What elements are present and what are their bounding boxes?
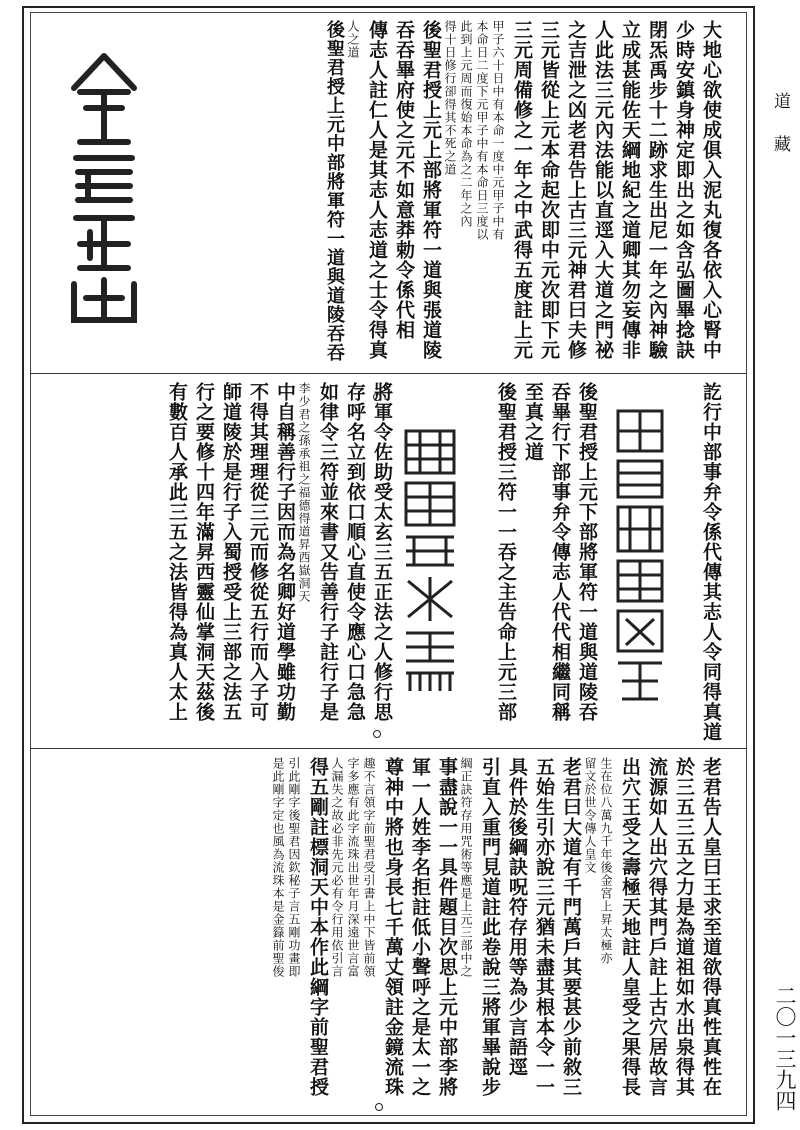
text-column: 吞畢行下部事弁令傳志人代代相繼同稱 [549, 382, 571, 722]
text-column: 後聖君授三符一一吞之主告命上元三部 [495, 382, 517, 722]
text-column: 人漏失之故必非先元必有令行用依引言 [330, 757, 344, 978]
text-column: 後聖君授上元上部將軍符一道與張道陵 [420, 20, 442, 360]
text-column: 吞吞畢府使之元不如意莽勅令係代相 [393, 20, 415, 340]
text-column: 存呼名立到依口順心直使令應心口急急 [344, 382, 366, 722]
text-column: 趣不言領字前聖君受引書上中下皆前領 [362, 757, 376, 978]
talisman-seal-1 [66, 48, 142, 328]
text-column: 人之道 [346, 20, 360, 59]
text-column: 傳志人註仁人是其志人志道之士令得真 [366, 20, 388, 360]
text-column: 老君曰大道有千門萬戶其要甚少前敘三 [560, 757, 582, 1097]
text-column: 甲子六十日中有本命一度中元甲子中有 [491, 20, 505, 241]
text-column: 不得其理理從三元而修從五行而入子可 [247, 382, 269, 722]
text-column: 少時安鎮身神定即出之如含弘圖畢捻訣 [673, 20, 695, 360]
margin-title: 道藏 [770, 92, 790, 178]
text-column: 立成甚能佐天綱地紀之道卿其勿妄傳非 [619, 20, 641, 360]
text-column: 將軍令佐助受太玄三五正法之人修行思 [371, 382, 393, 722]
text-column: 閉炁禹步十二跡求生出尼一年之內神驗 [646, 20, 668, 360]
text-column: 五始生引亦說三元猶未盡其根本令一一 [533, 757, 555, 1097]
text-column: 事盡說一一具件題目次思上元中部李將 [436, 757, 458, 1097]
text-column: 老君告人皇曰王求至道欲得真性真性在 [700, 757, 722, 1097]
text-column: 後聖君授上元中部將軍符一道與道陵吞吞 [324, 20, 345, 362]
text-column: 此到上元周而復始本命為之二年之內 [459, 20, 473, 228]
text-column: 具件於後綱訣呪符存用等為少言語逕 [506, 757, 528, 1077]
section-divider-2 [30, 748, 747, 749]
text-column: 引此剛字後聖君因欽秘子言五剛功畫即 [287, 757, 301, 978]
talisman-seal-3 [400, 425, 460, 695]
text-column: 人此法三元內法能以直逕入大道之門祕 [592, 20, 614, 360]
text-column: 是此剛字定也風為流珠本是金籙前聖俊 [271, 757, 285, 978]
text-column: 訖行中部事弁令係代傳其志人令同得真道 [700, 382, 722, 742]
section-divider-1 [30, 373, 747, 374]
text-column: 大地心欲使成俱入泥丸復各依入心腎中 [700, 20, 722, 360]
text-column: 至真之道 [522, 382, 544, 462]
text-column: 三元周備修之一年之中武得五度註上元 [511, 20, 533, 360]
text-column: 字多應有此字流珠出世年月深遠世言富 [346, 757, 360, 978]
text-column: 如律令三符並來書又告善行子註行子是 [317, 382, 339, 722]
talisman-seal-2 [612, 405, 668, 705]
text-column: 得五剛註標洞天中本作此綱字前聖君授 [307, 757, 329, 1097]
text-column: 得十日修行卻得其不死之道 [443, 20, 457, 176]
text-column: 三元皆從上元本命起次即中元次即下元 [538, 20, 560, 360]
text-column: 綱正訣符存用咒術等應是上元三部中之 [459, 757, 473, 978]
text-column: 生在位八萬九千年後金宮上昇太極亦 [599, 757, 613, 965]
text-column: 留文於世令傳人皇文 [583, 757, 597, 874]
text-column: 之吉泄之凶老君告上古三元神君曰夫修 [565, 20, 587, 360]
text-column: 中自稱善行子因而為名卿好道學雖功勤 [274, 382, 296, 722]
text-column: 流源如人出穴得其門戶註上古穴居故言 [646, 757, 668, 1097]
text-column: 出穴王受之壽極天地註人皇受之果得長 [619, 757, 641, 1097]
text-column: 後聖君授上元下部將軍符一道與道陵吞 [576, 382, 598, 722]
circle-mark [373, 730, 381, 738]
text-column: 師道陵於是行子入蜀授受上三部之法五 [220, 382, 242, 722]
circle-mark [375, 1103, 383, 1111]
text-column: 本命日二度下元甲子中有本命日三度以 [475, 20, 489, 241]
text-column: 李少君之孫承祖之福德得道昇西嶽洞天 [297, 382, 311, 603]
text-column: 有數百人承此三五之法皆得為真人太上 [166, 382, 188, 722]
text-column: 於三五三五之力是為道祖如水出泉得其 [673, 757, 695, 1097]
text-column: 軍一人姓李名拒註低小聲呼之是太一之 [409, 757, 431, 1097]
text-column: 行之要修十四年滿昇西靈仙掌洞天茲後 [193, 382, 215, 722]
text-column: 引直入重門見道註此卷說三將軍畢說步 [479, 757, 501, 1097]
page-number: 二〇一三九四 [773, 985, 797, 1111]
text-column: 尊神中將也身長七千萬丈領註金鏡流珠 [382, 757, 404, 1097]
